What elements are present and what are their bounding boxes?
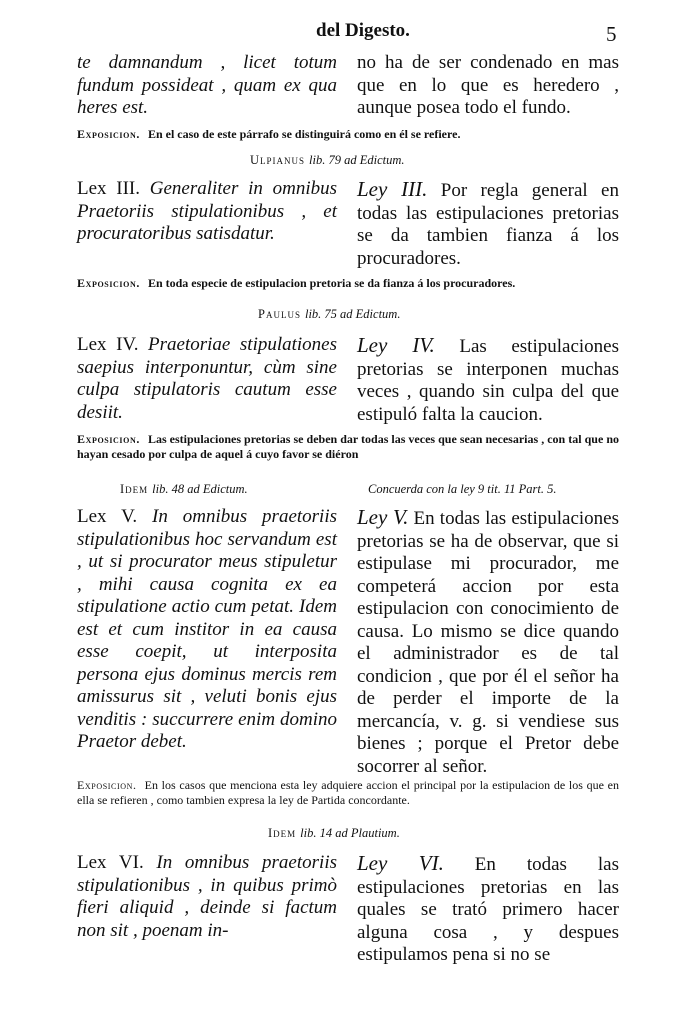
spanish-law-number: Ley III.: [357, 177, 428, 201]
spanish-text: no ha de ser condenado en mas que en lo que es heredero , aunque posea todo el fundo.: [357, 52, 619, 118]
source-author: Ulpianus: [250, 153, 306, 167]
spanish-column: [357, 334, 619, 426]
latin-law-number: Lex IV.: [77, 334, 139, 355]
source-citation: [250, 153, 405, 168]
exposicion-heading: Exposicion.: [77, 276, 140, 290]
latin-column: [77, 178, 337, 246]
exposicion-note: [77, 778, 619, 808]
spanish-column: [357, 178, 619, 270]
latin-column: [77, 506, 337, 754]
exposicion-heading: Exposicion.: [77, 432, 140, 446]
source-author: Idem: [120, 482, 149, 496]
exposicion-note: [77, 432, 619, 462]
spanish-column: [357, 506, 619, 778]
source-author: Idem: [268, 826, 297, 840]
exposicion-text: Las estipulaciones pretorias se deben dar todas las veces que sean necesarias , con tal que no hayan cesado por culpa de aquel á cuyo favor se diéron: [77, 432, 619, 461]
source-citation: [258, 307, 400, 322]
source-reference: lib. 75 ad Edictum.: [304, 307, 401, 321]
spanish-law-number: Ley IV.: [357, 333, 435, 357]
exposicion-heading: Exposicion.: [77, 778, 137, 792]
page-number: 5: [606, 22, 617, 46]
spanish-law-number: Ley V.: [357, 505, 409, 529]
latin-column: [77, 334, 337, 424]
spanish-column: [357, 852, 619, 967]
spanish-text: Por regla general en todas las estipulaciones pretorias se da tambien fianza á los procuradores.: [357, 180, 619, 269]
exposicion-note: [77, 276, 619, 291]
source-reference: lib. 14 ad Plautium.: [300, 826, 400, 840]
spanish-text: En todas las estipulaciones pretorias se ha de observar, que si estipulase mi procurador, me competerá accion por esta estipulacion con conocimiento de causa. Lo mismo se dice quando el administrador es de tal condicion , que por él el señor ha de perder el importe de la mercancía, v. g. si vendiese sus bienes ; porque el Pretor debe socorrer al señor.: [357, 508, 619, 777]
latin-text: Praetoriae stipulationes saepius interponuntur, cùm sine culpa stipulatoris cautum esse desiit.: [77, 334, 338, 423]
latin-law-number: Lex V.: [77, 506, 138, 527]
latin-text: In omnibus praetoriis stipulationibus , in quibus primò fieri aliquid , deinde si factum non sit , poenam in-: [77, 852, 337, 941]
spanish-text: Las estipulaciones pretorias se interponen muchas veces , quando sin culpa del que estipuló falta la caucion.: [357, 336, 619, 425]
source-citation: [268, 826, 400, 841]
source-author: Paulus: [258, 307, 301, 321]
latin-text: te damnandum , licet totum fundum possideat , quam ex qua heres est.: [77, 52, 337, 118]
running-head: [0, 20, 682, 50]
latin-law-number: Lex VI.: [77, 852, 144, 873]
exposicion-text: En el caso de este párrafo se distinguirá como en él se refiere.: [147, 127, 461, 141]
concordance-text: Concuerda con la ley 9 tit. 11 Part. 5.: [368, 482, 557, 496]
source-reference: lib. 48 ad Edictum.: [152, 482, 248, 496]
source-citation: [120, 482, 248, 497]
source-reference: lib. 79 ad Edictum.: [309, 153, 405, 167]
exposicion-note: [77, 127, 619, 142]
exposicion-heading: Exposicion.: [77, 127, 140, 141]
spanish-text: En todas las estipulaciones pretorias en las quales se trató primero hacer alguna cosa , y despues estipulamos pena si no se: [357, 854, 619, 965]
latin-text: In omnibus praetoriis stipulationibus hoc servandum est , ut si procurator meus stipuletur , mihi causa cognita ex ea stipulatione actio cum petat. Idem est et cum institor in ea causa esse coepit, ut interposita persona ejus dominus mercis rem amissurus sit , veluti bonis ejus venditis : succurrere enim domino Praetor debet.: [77, 506, 338, 752]
spanish-column: [357, 52, 619, 120]
spanish-law-number: Ley VI.: [357, 851, 444, 875]
exposicion-text: En los casos que menciona esta ley adquiere accion el principal por la estipulacion de los que en ella se refieren , como tambien expresa la ley de Partida concordante.: [77, 778, 619, 807]
latin-column: [77, 52, 337, 120]
concordance-note: [368, 482, 557, 497]
running-title: del Digesto.: [316, 20, 410, 41]
latin-text: Generaliter in omnibus Praetoriis stipulationibus , et procuratoribus satisdatur.: [77, 178, 337, 244]
exposicion-text: En toda especie de estipulacion pretoria se da fianza á los procuradores.: [147, 276, 516, 290]
latin-law-number: Lex III.: [77, 178, 140, 199]
latin-column: [77, 852, 337, 942]
